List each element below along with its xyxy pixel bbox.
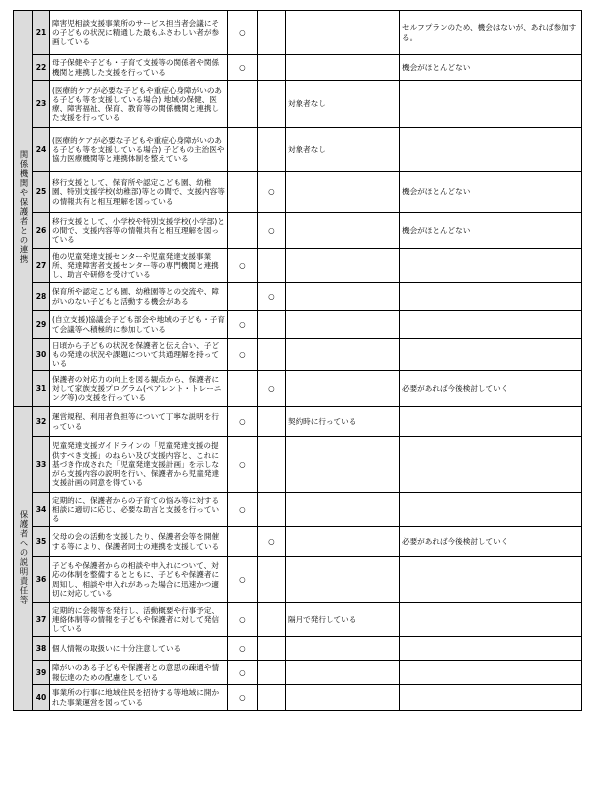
situation-note	[286, 311, 400, 339]
mark-no	[258, 661, 286, 685]
remark-text	[400, 661, 582, 685]
row-number: 21	[33, 11, 50, 55]
mark-yes	[228, 128, 258, 172]
situation-note	[286, 339, 400, 371]
mark-yes: ○	[228, 249, 258, 283]
remark-text: 必要があれば今後検討していく	[400, 527, 582, 557]
table-row	[14, 55, 582, 81]
remark-text	[400, 637, 582, 661]
row-number: 29	[33, 311, 50, 339]
item-text: (医療的ケアが必要な子どもや重症心身障がいのある子ども等を支援している場合) 子どもの主治医や協力医療機関等と連携体制を整えている	[50, 128, 228, 172]
situation-note	[286, 493, 400, 527]
table-row	[14, 437, 582, 493]
remark-text	[400, 283, 582, 311]
item-text: 運営規程、利用者負担等について丁寧な説明を行っている	[50, 407, 228, 437]
mark-no	[258, 11, 286, 55]
table-row	[14, 407, 582, 437]
mark-yes: ○	[228, 557, 258, 603]
table-row	[14, 283, 582, 311]
remark-text: 必要があれば今後検討していく	[400, 371, 582, 407]
item-text: 移行支援として、保育所や認定こども園、幼稚園、特別支援学校(幼稚部)等との間で、支援内容等の情報共有と相互理解を図っている	[50, 172, 228, 213]
situation-note: 契約時に行っている	[286, 407, 400, 437]
mark-no	[258, 55, 286, 81]
situation-note	[286, 527, 400, 557]
table-row	[14, 11, 582, 55]
table-row	[14, 371, 582, 407]
situation-note: 隔月で発行している	[286, 603, 400, 637]
remark-text: 機会がほとんどない	[400, 213, 582, 249]
item-text: (自立支援)協議会子ども部会や地域の子ども・子育て会議等へ積極的に参加している	[50, 311, 228, 339]
mark-yes: ○	[228, 685, 258, 711]
row-number: 37	[33, 603, 50, 637]
mark-no	[258, 493, 286, 527]
mark-yes: ○	[228, 55, 258, 81]
table-row	[14, 213, 582, 249]
situation-note	[286, 249, 400, 283]
mark-no: ○	[258, 172, 286, 213]
row-number: 24	[33, 128, 50, 172]
mark-yes	[228, 172, 258, 213]
item-text: 日頃から子どもの状況を保護者と伝え合い、子どもの発達の状況や課題について共通理解を持っている	[50, 339, 228, 371]
remark-text: 機会がほとんどない	[400, 172, 582, 213]
item-text: 移行支援として、小学校や特別支援学校(小学部)との間で、支援内容等の情報共有と相互理解を図っている	[50, 213, 228, 249]
table-row	[14, 249, 582, 283]
mark-no: ○	[258, 283, 286, 311]
situation-note	[286, 685, 400, 711]
item-text: 定期的に、保護者からの子育ての悩み等に対する相談に適切に応じ、必要な助言と支援を行っている	[50, 493, 228, 527]
mark-no	[258, 407, 286, 437]
table-row	[14, 685, 582, 711]
mark-no	[258, 685, 286, 711]
mark-yes: ○	[228, 493, 258, 527]
remark-text	[400, 557, 582, 603]
remark-text	[400, 339, 582, 371]
table-row	[14, 493, 582, 527]
situation-note	[286, 661, 400, 685]
situation-note	[286, 437, 400, 493]
item-text: 父母の会の活動を支援したり、保護者会等を開催する等により、保護者同士の連携を支援している	[50, 527, 228, 557]
remark-text: セルフプランのため、機会はないが、あれば参加する。	[400, 11, 582, 55]
item-text: 児童発達支援ガイドラインの「児童発達支援の提供すべき支援」のねらい及び支援内容と、これに基づき作成された「児童発達支援計画」を示しながら支援内容の説明を行い、保護者から児童発達支援計画の同意を得ている	[50, 437, 228, 493]
situation-note: 対象者なし	[286, 81, 400, 128]
row-number: 39	[33, 661, 50, 685]
mark-yes	[228, 213, 258, 249]
item-text: 個人情報の取扱いに十分注意している	[50, 637, 228, 661]
remark-text	[400, 81, 582, 128]
remark-text	[400, 407, 582, 437]
mark-yes: ○	[228, 603, 258, 637]
mark-no: ○	[258, 213, 286, 249]
item-text: (医療的ケアが必要な子どもや重症心身障がいのある子ども等を支援している場合) 地域の保健、医療、障害福祉、保育、教育等の関係機関と連携した支援を行っている	[50, 81, 228, 128]
mark-no	[258, 437, 286, 493]
situation-note	[286, 172, 400, 213]
remark-text	[400, 603, 582, 637]
section-label: 関係機関や保護者との連携	[18, 150, 28, 265]
item-text: 障害児相談支援事業所のサービス担当者会議にその子どもの状況に精通した最もふさわしい者が参画している	[50, 11, 228, 55]
table-row	[14, 339, 582, 371]
situation-note	[286, 55, 400, 81]
situation-note	[286, 637, 400, 661]
mark-no	[258, 557, 286, 603]
mark-yes	[228, 81, 258, 128]
remark-text	[400, 311, 582, 339]
mark-yes: ○	[228, 637, 258, 661]
row-number: 32	[33, 407, 50, 437]
mark-no	[258, 81, 286, 128]
remark-text: 機会がほとんどない	[400, 55, 582, 81]
remark-text	[400, 493, 582, 527]
mark-no	[258, 603, 286, 637]
table-row	[14, 637, 582, 661]
row-number: 28	[33, 283, 50, 311]
mark-yes: ○	[228, 339, 258, 371]
item-text: 事業所の行事に地域住民を招待する等地域に開かれた事業運営を図っている	[50, 685, 228, 711]
remark-text	[400, 128, 582, 172]
row-number: 40	[33, 685, 50, 711]
table-row	[14, 172, 582, 213]
section-label: 保護者への説明責任等	[18, 509, 28, 605]
row-number: 30	[33, 339, 50, 371]
item-text: 子どもや保護者からの相談や申入れについて、対応の体制を整備するとともに、子どもや保護者に周知し、相談や申入れがあった場合に迅速かつ適切に対応している	[50, 557, 228, 603]
table-row	[14, 128, 582, 172]
table-row	[14, 661, 582, 685]
table-row	[14, 603, 582, 637]
item-text: 保育所や認定こども園、幼稚園等との交流や、障がいのない子どもと活動する機会がある	[50, 283, 228, 311]
situation-note	[286, 557, 400, 603]
table-row	[14, 311, 582, 339]
situation-note	[286, 11, 400, 55]
mark-yes: ○	[228, 11, 258, 55]
remark-text	[400, 685, 582, 711]
mark-yes: ○	[228, 661, 258, 685]
mark-yes	[228, 371, 258, 407]
item-text: 障がいのある子どもや保護者との意思の疎通や情報伝達のための配慮をしている	[50, 661, 228, 685]
mark-yes: ○	[228, 437, 258, 493]
situation-note	[286, 283, 400, 311]
situation-note: 対象者なし	[286, 128, 400, 172]
row-number: 35	[33, 527, 50, 557]
remark-text	[400, 437, 582, 493]
mark-no	[258, 311, 286, 339]
mark-no	[258, 249, 286, 283]
mark-no: ○	[258, 527, 286, 557]
item-text: 保護者の対応力の向上を図る観点から、保護者に対して家族支援プログラム(ペアレント・トレーニング等)の支援を行っている	[50, 371, 228, 407]
mark-yes	[228, 527, 258, 557]
row-number: 33	[33, 437, 50, 493]
row-number: 26	[33, 213, 50, 249]
mark-yes: ○	[228, 407, 258, 437]
item-text: 定期的に会報等を発行し、活動概要や行事予定、連絡体制等の情報を子どもや保護者に対して発信している	[50, 603, 228, 637]
mark-yes: ○	[228, 311, 258, 339]
row-number: 31	[33, 371, 50, 407]
mark-no: ○	[258, 371, 286, 407]
row-number: 36	[33, 557, 50, 603]
mark-no	[258, 637, 286, 661]
row-number: 23	[33, 81, 50, 128]
situation-note	[286, 213, 400, 249]
evaluation-table	[13, 10, 582, 711]
section-cooperation	[14, 11, 33, 407]
row-number: 27	[33, 249, 50, 283]
table-row	[14, 557, 582, 603]
item-text: 他の児童発達支援センターや児童発達支援事業所、発達障害者支援センター等の専門機関と連携し、助言や研修を受けている	[50, 249, 228, 283]
mark-no	[258, 339, 286, 371]
item-text: 母子保健や子ども・子育て支援等の関係者や関係機関と連携した支援を行っている	[50, 55, 228, 81]
mark-no	[258, 128, 286, 172]
mark-yes	[228, 283, 258, 311]
section-accountability	[14, 407, 33, 711]
situation-note	[286, 371, 400, 407]
row-number: 22	[33, 55, 50, 81]
row-number: 38	[33, 637, 50, 661]
table-row	[14, 527, 582, 557]
row-number: 25	[33, 172, 50, 213]
table-row	[14, 81, 582, 128]
row-number: 34	[33, 493, 50, 527]
remark-text	[400, 249, 582, 283]
